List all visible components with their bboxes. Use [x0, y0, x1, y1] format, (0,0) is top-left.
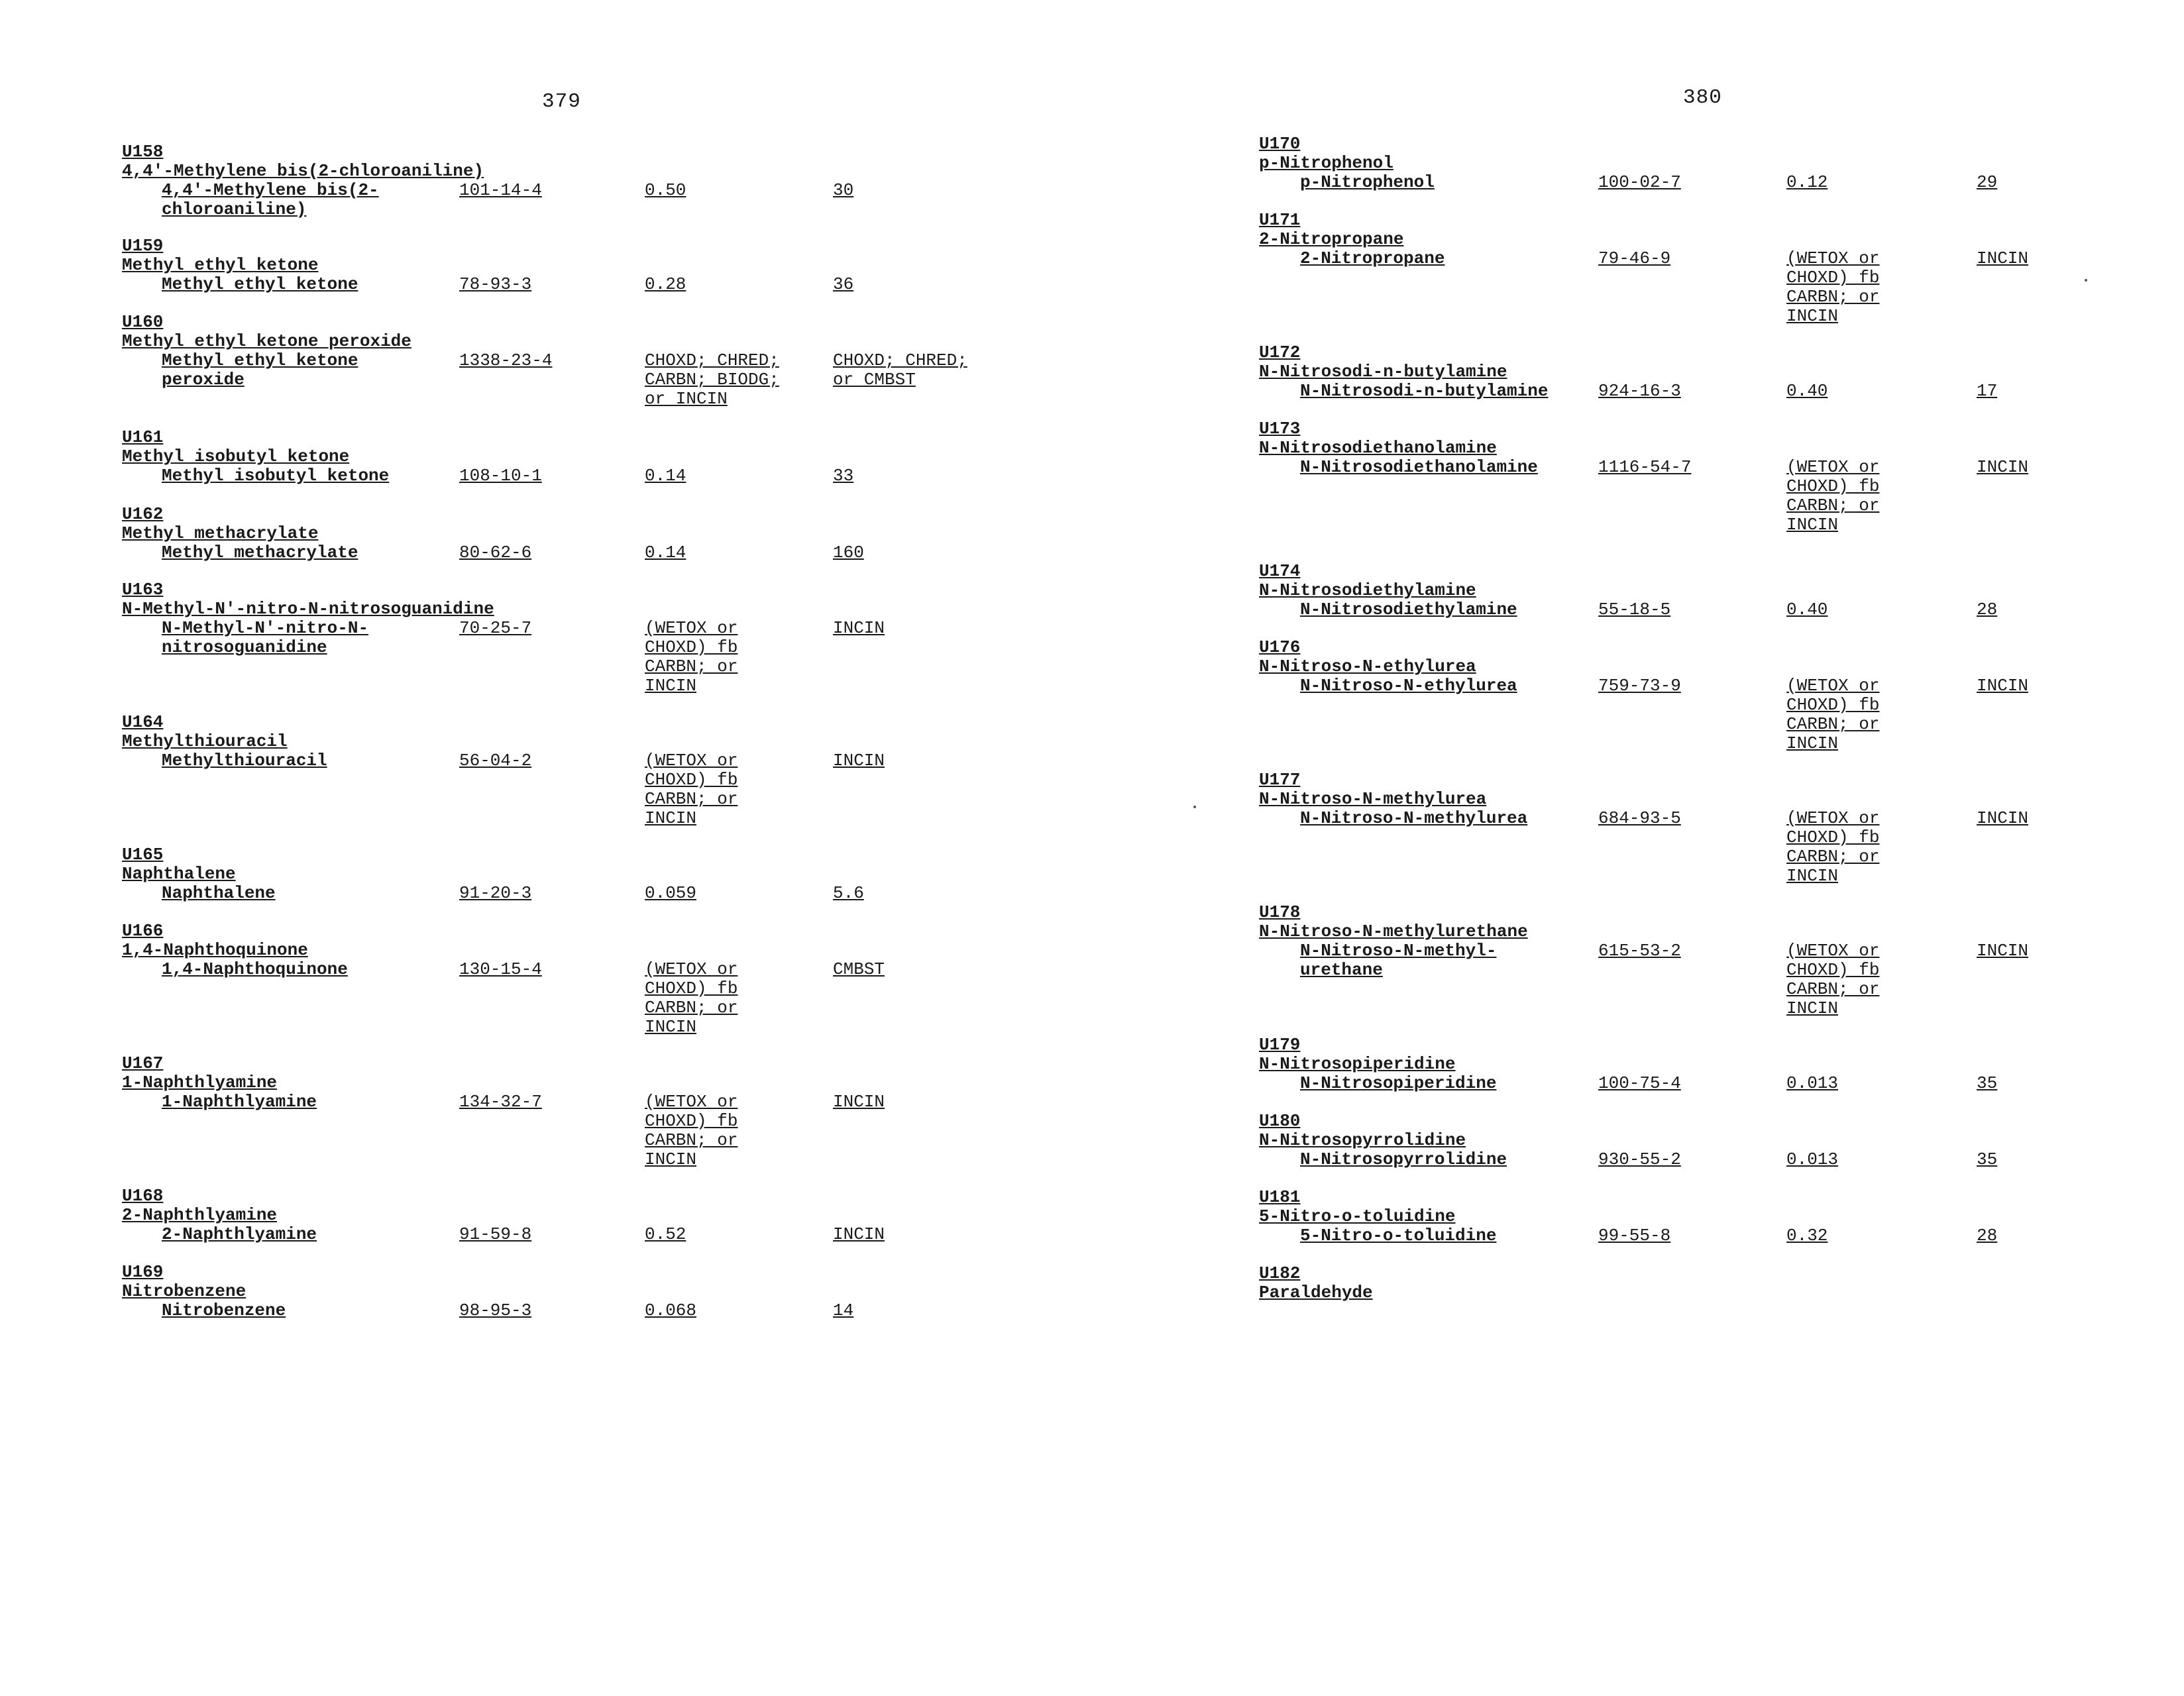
waste-code: U182	[1259, 1263, 1301, 1283]
cas-number: 1338-23-4	[459, 350, 553, 370]
waste-entry-u159	[122, 237, 1116, 294]
waste-entry-u158	[122, 142, 1116, 219]
waste-title: Naphthalene	[122, 864, 236, 884]
waste-title: Methyl methacrylate	[122, 523, 319, 543]
constituent-row	[1259, 173, 2184, 192]
constituent-row	[1259, 1074, 2184, 1093]
waste-code: U168	[122, 1186, 164, 1206]
waste-code: U161	[122, 427, 164, 447]
wastewater-standard: 0.12	[1786, 172, 1828, 192]
cas-number: 134-32-7	[459, 1092, 542, 1112]
constituent-row	[1259, 941, 2184, 1018]
constituent-row	[122, 1301, 1116, 1320]
constituent-name: 4,4'-Methylene bis(2- chloroaniline)	[162, 180, 379, 219]
constituent-name: Naphthalene	[162, 883, 276, 903]
nonwastewater-standard: INCIN	[1977, 248, 2029, 268]
constituent-row	[1259, 1150, 2184, 1169]
nonwastewater-standard: INCIN	[1977, 676, 2029, 696]
waste-entry-u162	[122, 505, 1116, 562]
wastewater-standard: 0.14	[645, 466, 686, 486]
constituent-name: p-Nitrophenol	[1300, 172, 1435, 192]
cas-number: 615-53-2	[1598, 941, 1681, 961]
cas-number: 91-59-8	[459, 1224, 532, 1244]
waste-entry-u166	[122, 921, 1116, 1037]
constituent-row	[122, 884, 1116, 903]
constituent-row	[1259, 248, 2184, 326]
constituent-name: N-Nitrosopiperidine	[1300, 1073, 1497, 1093]
waste-code: U173	[1259, 419, 1301, 439]
cas-number: 100-75-4	[1598, 1073, 1681, 1093]
waste-entry-u176	[1259, 637, 2184, 753]
nonwastewater-standard: 28	[1977, 1226, 1998, 1246]
wastewater-standard: (WETOX or CHOXD) fb CARBN; or INCIN	[1786, 248, 1880, 326]
cas-number: 80-62-6	[459, 543, 532, 562]
cas-number: 91-20-3	[459, 883, 532, 903]
cas-number: 924-16-3	[1598, 381, 1681, 401]
wastewater-standard: 0.068	[645, 1300, 697, 1320]
waste-title: Methylthiouracil	[122, 731, 288, 751]
waste-entry-u168	[122, 1187, 1116, 1244]
nonwastewater-standard: CHOXD; CHRED; or CMBST	[833, 350, 967, 390]
waste-code: U166	[122, 921, 164, 941]
waste-title: Methyl isobutyl ketone	[122, 447, 350, 466]
wastewater-standard: 0.40	[1786, 381, 1828, 401]
constituent-name: Methyl isobutyl ketone	[162, 466, 390, 486]
cas-number: 108-10-1	[459, 466, 542, 486]
constituent-name: 5-Nitro-o-toluidine	[1300, 1226, 1497, 1246]
waste-code: U165	[122, 845, 164, 865]
constituent-row	[122, 1225, 1116, 1244]
constituent-row	[1259, 382, 2184, 401]
waste-code: U176	[1259, 637, 1301, 657]
right-page-number: 380	[1683, 86, 1722, 109]
constituent-name: 1,4-Naphthoquinone	[162, 959, 348, 979]
waste-title: Methyl ethyl ketone	[122, 255, 319, 275]
waste-title: Methyl ethyl ketone peroxide	[122, 331, 411, 351]
cas-number: 78-93-3	[459, 274, 532, 294]
constituent-name: N-Nitrosodiethanolamine	[1300, 457, 1538, 477]
cas-number: 100-02-7	[1598, 172, 1681, 192]
nonwastewater-standard: 28	[1977, 600, 1998, 619]
waste-entry-u181	[1259, 1188, 2184, 1246]
waste-title: N-Nitrosodiethylamine	[1259, 580, 1476, 600]
constituent-row	[122, 543, 1116, 562]
speck-mark	[1193, 806, 1196, 808]
cas-number: 759-73-9	[1598, 676, 1681, 696]
waste-entry-u163	[122, 580, 1116, 696]
waste-entry-u170	[1259, 134, 2184, 192]
waste-code: U167	[122, 1053, 164, 1073]
waste-code: U178	[1259, 902, 1301, 922]
constituent-name: N-Nitroso-N-methyl- urethane	[1300, 941, 1497, 980]
wastewater-standard: (WETOX or CHOXD) fb CARBN; or INCIN	[1786, 941, 1880, 1018]
waste-code: U162	[122, 504, 164, 524]
left-page-number: 379	[542, 90, 581, 113]
speck-mark	[2085, 279, 2087, 282]
waste-code: U180	[1259, 1111, 1301, 1131]
waste-entry-u164	[122, 712, 1116, 828]
waste-entry-u160	[122, 312, 1116, 409]
waste-entry-u173	[1259, 419, 2184, 535]
cas-number: 99-55-8	[1598, 1226, 1671, 1246]
constituent-row	[122, 350, 1116, 409]
waste-title: N-Nitroso-N-ethylurea	[1259, 657, 1476, 676]
nonwastewater-standard: INCIN	[1977, 941, 2029, 961]
constituent-name: 2-Naphthlyamine	[162, 1224, 317, 1244]
waste-title: 2-Nitropropane	[1259, 229, 1404, 249]
constituent-row	[122, 1092, 1116, 1169]
wastewater-standard: (WETOX or CHOXD) fb CARBN; or INCIN	[1786, 808, 1880, 886]
waste-code: U159	[122, 236, 164, 256]
constituent-name: N-Methyl-N'-nitro-N- nitrosoguanidine	[162, 618, 369, 657]
cas-number: 130-15-4	[459, 959, 542, 979]
cas-number: 98-95-3	[459, 1300, 532, 1320]
waste-code: U171	[1259, 210, 1301, 230]
constituent-name: N-Nitrosodi-n-butylamine	[1300, 381, 1549, 401]
waste-code: U177	[1259, 770, 1301, 790]
constituent-name: Methyl methacrylate	[162, 543, 358, 562]
wastewater-standard: 0.52	[645, 1224, 686, 1244]
constituent-row	[1259, 1226, 2184, 1246]
waste-code: U164	[122, 712, 164, 732]
wastewater-standard: (WETOX or CHOXD) fb CARBN; or INCIN	[645, 1092, 738, 1169]
constituent-row	[122, 751, 1116, 828]
waste-title: N-Nitrosodi-n-butylamine	[1259, 362, 1507, 382]
cas-number: 70-25-7	[459, 618, 532, 638]
nonwastewater-standard: INCIN	[1977, 457, 2029, 477]
nonwastewater-standard: 35	[1977, 1149, 1998, 1169]
cas-number: 101-14-4	[459, 180, 542, 200]
nonwastewater-standard: 14	[833, 1300, 854, 1320]
waste-title: 5-Nitro-o-toluidine	[1259, 1206, 1456, 1226]
waste-title: N-Nitroso-N-methylurethane	[1259, 922, 1528, 941]
nonwastewater-standard: INCIN	[833, 1224, 885, 1244]
waste-code: U170	[1259, 134, 1301, 154]
waste-code: U158	[122, 142, 164, 162]
nonwastewater-standard: 17	[1977, 381, 1998, 401]
cas-number: 55-18-5	[1598, 600, 1671, 619]
wastewater-standard: 0.059	[645, 883, 697, 903]
constituent-row	[122, 180, 1116, 219]
waste-entry-u180	[1259, 1112, 2184, 1169]
cas-number: 684-93-5	[1598, 808, 1681, 828]
waste-title: 1-Naphthlyamine	[122, 1073, 278, 1092]
waste-title: N-Nitrosopiperidine	[1259, 1054, 1456, 1074]
waste-code: U181	[1259, 1187, 1301, 1207]
waste-entry-u161	[122, 428, 1116, 486]
wastewater-standard: (WETOX or CHOXD) fb CARBN; or INCIN	[645, 618, 738, 696]
wastewater-standard: 0.50	[645, 180, 686, 200]
wastewater-standard: (WETOX or CHOXD) fb CARBN; or INCIN	[1786, 676, 1880, 753]
waste-entry-u171	[1259, 210, 2184, 326]
wastewater-standard: 0.28	[645, 274, 686, 294]
waste-code: U163	[122, 580, 164, 600]
cas-number: 1116-54-7	[1598, 457, 1692, 477]
nonwastewater-standard: 160	[833, 543, 864, 562]
constituent-name: N-Nitrosodiethylamine	[1300, 600, 1517, 619]
waste-title: Paraldehyde	[1259, 1283, 1373, 1302]
waste-title: N-Methyl-N'-nitro-N-nitrosoguanidine	[122, 599, 494, 619]
nonwastewater-standard: INCIN	[1977, 808, 2029, 828]
waste-title: 2-Naphthlyamine	[122, 1205, 278, 1225]
constituent-name: 1-Naphthlyamine	[162, 1092, 317, 1112]
waste-title: Nitrobenzene	[122, 1281, 246, 1301]
waste-title: N-Nitrosopyrrolidine	[1259, 1130, 1466, 1150]
wastewater-standard: 0.40	[1786, 600, 1828, 619]
nonwastewater-standard: 35	[1977, 1073, 1998, 1093]
constituent-row	[122, 466, 1116, 486]
waste-code: U174	[1259, 561, 1301, 581]
waste-entry-u177	[1259, 770, 2184, 886]
waste-entry-u178	[1259, 902, 2184, 1018]
waste-entry-u172	[1259, 343, 2184, 401]
waste-title: N-Nitroso-N-methylurea	[1259, 789, 1487, 809]
cas-number: 79-46-9	[1598, 248, 1671, 268]
nonwastewater-standard: INCIN	[833, 1092, 885, 1112]
constituent-name: Methylthiouracil	[162, 751, 327, 770]
nonwastewater-standard: 36	[833, 274, 854, 294]
constituent-row	[1259, 457, 2184, 535]
constituent-name: N-Nitrosopyrrolidine	[1300, 1149, 1507, 1169]
waste-code: U160	[122, 312, 164, 332]
wastewater-standard: 0.013	[1786, 1073, 1839, 1093]
constituent-row	[122, 959, 1116, 1037]
wastewater-standard: 0.32	[1786, 1226, 1828, 1246]
waste-code: U179	[1259, 1035, 1301, 1055]
constituent-row	[1259, 808, 2184, 886]
waste-title: p-Nitrophenol	[1259, 153, 1393, 173]
constituent-name: Nitrobenzene	[162, 1300, 286, 1320]
constituent-name: N-Nitroso-N-ethylurea	[1300, 676, 1517, 696]
nonwastewater-standard: 30	[833, 180, 854, 200]
waste-title: N-Nitrosodiethanolamine	[1259, 438, 1497, 458]
wastewater-standard: (WETOX or CHOXD) fb CARBN; or INCIN	[645, 959, 738, 1037]
nonwastewater-standard: INCIN	[833, 751, 885, 770]
constituent-row	[1259, 600, 2184, 619]
waste-entry-u169	[122, 1263, 1116, 1320]
nonwastewater-standard: 33	[833, 466, 854, 486]
waste-entry-u167	[122, 1053, 1116, 1169]
waste-code: U172	[1259, 343, 1301, 362]
waste-entry-u174	[1259, 562, 2184, 619]
waste-title: 4,4'-Methylene bis(2-chloroaniline)	[122, 161, 484, 181]
waste-entry-u179	[1259, 1035, 2184, 1093]
waste-entry-u165	[122, 845, 1116, 903]
wastewater-standard: CHOXD; CHRED; CARBN; BIODG; or INCIN	[645, 350, 779, 409]
cas-number: 930-55-2	[1598, 1149, 1681, 1169]
cas-number: 56-04-2	[459, 751, 532, 770]
constituent-row	[122, 275, 1116, 294]
wastewater-standard: 0.013	[1786, 1149, 1839, 1169]
constituent-row	[1259, 676, 2184, 753]
wastewater-standard: (WETOX or CHOXD) fb CARBN; or INCIN	[1786, 457, 1880, 535]
nonwastewater-standard: INCIN	[833, 618, 885, 638]
constituent-name: N-Nitroso-N-methylurea	[1300, 808, 1528, 828]
nonwastewater-standard: 29	[1977, 172, 1998, 192]
constituent-name: Methyl ethyl ketone peroxide	[162, 350, 358, 390]
waste-code: U169	[122, 1262, 164, 1282]
constituent-name: 2-Nitropropane	[1300, 248, 1445, 268]
waste-title: 1,4-Naphthoquinone	[122, 940, 308, 960]
constituent-name: Methyl ethyl ketone	[162, 274, 358, 294]
wastewater-standard: 0.14	[645, 543, 686, 562]
nonwastewater-standard: CMBST	[833, 959, 885, 979]
waste-entry-u182	[1259, 1264, 2184, 1302]
wastewater-standard: (WETOX or CHOXD) fb CARBN; or INCIN	[645, 751, 738, 828]
constituent-row	[122, 618, 1116, 696]
nonwastewater-standard: 5.6	[833, 883, 864, 903]
